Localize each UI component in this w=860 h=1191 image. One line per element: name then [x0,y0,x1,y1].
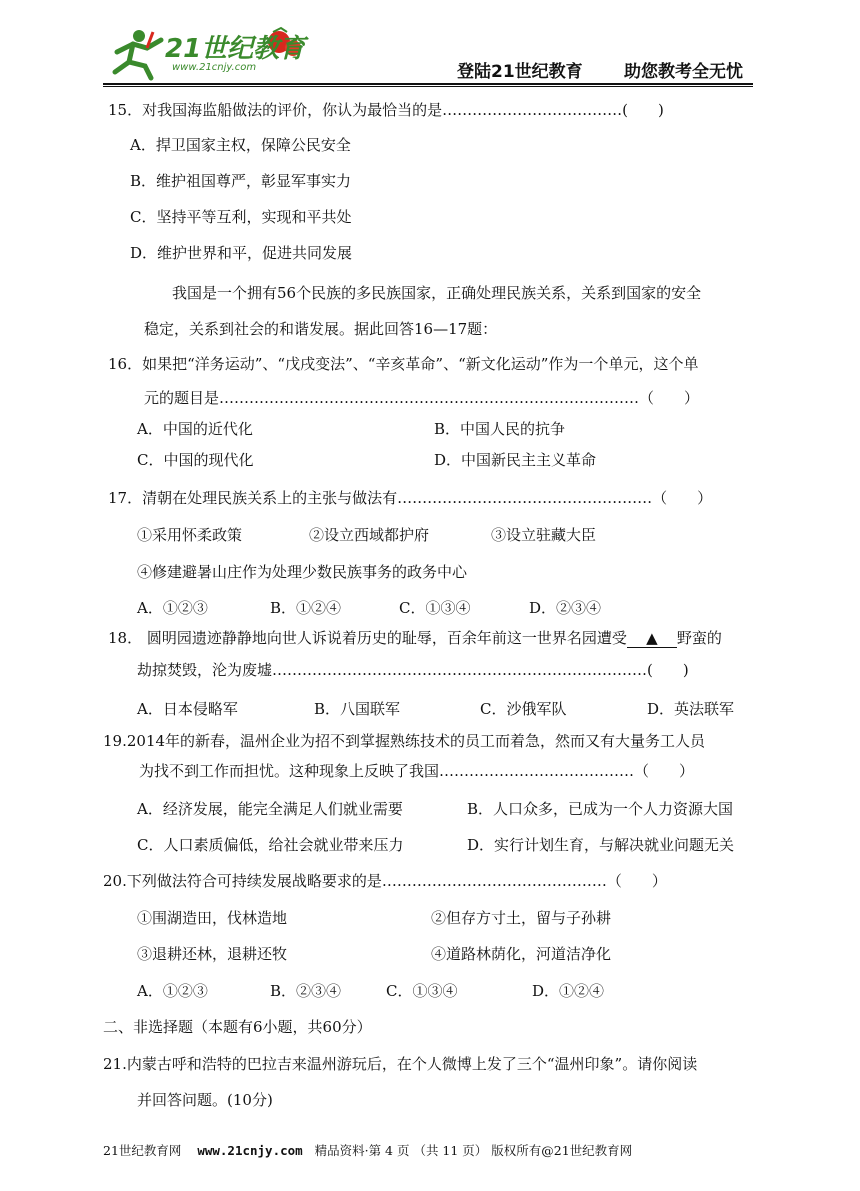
q19-option-c: C．人口素质偏低，给社会就业带来压力 [137,836,404,854]
q20-statement-3: ③退耕还林，退耕还牧 [137,945,288,963]
q19-line-2: 为找不到工作而担忧。这种现象上反映了我国…………………………………（ ） [139,762,695,780]
footer-url: www.21cnjy.com [197,1143,303,1158]
q20-option-b: B．②③④ [270,982,342,1000]
q15-option-d: D．维护世界和平，促进共同发展 [130,244,353,262]
section-2-title: 二、非选择题（本题有6小题，共60分） [103,1018,372,1036]
q20-option-a: A．①②③ [137,982,208,1000]
q17-option-a: A．①②③ [137,599,208,617]
q19-option-d: D．实行计划生育，与解决就业问题无关 [467,836,735,854]
q17-statement-1: ①采用怀柔政策 [137,526,243,544]
q16-line-2: 元的题目是…………………………………………………………………………（ ） [144,389,700,407]
q16-option-a: A．中国的近代化 [137,420,253,438]
q16-line-1: 16．如果把“洋务运动”、“戊戌变法”、“辛亥革命”、“新文化运动”作为一个单元，这个单 [108,355,699,373]
q16-option-b: B．中国人民的抗争 [434,420,566,438]
q15-option-a: A．捍卫国家主权，保障公民安全 [130,136,351,154]
q17-option-d: D．②③④ [529,599,602,617]
page-footer [103,1141,632,1159]
header-slogan-right: 助您教考全无忧 [624,62,743,82]
footer-page-info: 精品资料·第 4 页 （共 11 页） 版权所有@21世纪教育网 [314,1143,633,1158]
q18-line-1-text: 18． 圆明园遗迹静静地向世人诉说着历史的耻辱，百余年前这一世界名园遭受 [108,629,627,647]
q15-option-b: B．维护祖国尊严，彰显军事实力 [130,172,352,190]
q18-option-b: B．八国联军 [314,700,401,718]
passage-line-1: 我国是一个拥有56个民族的多民族国家，正确处理民族关系，关系到国家的安全 [172,284,702,302]
q18-option-a: A．日本侵略军 [137,700,238,718]
q19-line-1: 19.2014年的新春，温州企业为招不到掌握熟练技术的员工而着急，然而又有大量务工人员 [103,732,706,750]
q20-stem: 20.下列做法符合可持续发展战略要求的是………………………………………（ ） [103,872,667,890]
q17-option-b: B．①②④ [270,599,342,617]
logo-title: 21世纪教育 [165,34,306,64]
q17-statement-2: ②设立西域都护府 [309,526,430,544]
q18-line-1 [108,627,722,648]
header-rule [103,83,753,85]
q16-option-d: D．中国新民主主义革命 [434,451,597,469]
header-rule-thin [103,86,753,87]
q21-line-2: 并回答问题。(10分) [137,1091,273,1109]
header-slogan-left: 登陆21世纪教育 [457,62,583,82]
q15-option-c: C．坚持平等互利，实现和平共处 [130,208,352,226]
q18-line-2: 劫掠焚毁，沦为废墟…………………………………………………………………( ) [137,661,689,679]
q18-option-c: C．沙俄军队 [480,700,567,718]
footer-site: 21世纪教育网 [103,1143,182,1158]
q20-statement-2: ②但存方寸土，留与子孙耕 [431,909,612,927]
q17-statement-3: ③设立驻藏大臣 [491,526,597,544]
q18-blank: ▲ [627,629,677,648]
q19-option-a: A．经济发展，能完全满足人们就业需要 [137,800,403,818]
q18-line-1-tail: 野蛮的 [676,629,722,647]
q17-stem: 17．清朝在处理民族关系上的主张与做法有……………………………………………（ ） [108,489,713,507]
logo-url: www.21cnjy.com [172,62,257,73]
q20-option-d: D．①②④ [532,982,605,1000]
passage-line-2: 稳定，关系到社会的和谐发展。据此回答16—17题： [144,320,498,338]
q20-statement-1: ①围湖造田，伐林造地 [137,909,288,927]
q19-option-b: B．人口众多，已成为一个人力资源大国 [467,800,734,818]
q15-stem: 15．对我国海监船做法的评价，你认为最恰当的是………………………………( ) [108,101,664,119]
q17-statement-4: ④修建避暑山庄作为处理少数民族事务的政务中心 [137,563,468,581]
q21-line-1: 21.内蒙古呼和浩特的巴拉吉来温州游玩后，在个人微博上发了三个“温州印象”。请你阅读 [103,1055,698,1073]
q18-option-d: D．英法联军 [647,700,735,718]
q20-statement-4: ④道路林荫化，河道洁净化 [431,945,612,963]
q17-option-c: C．①③④ [399,599,471,617]
q16-option-c: C．中国的现代化 [137,451,254,469]
q20-option-c: C．①③④ [386,982,458,1000]
